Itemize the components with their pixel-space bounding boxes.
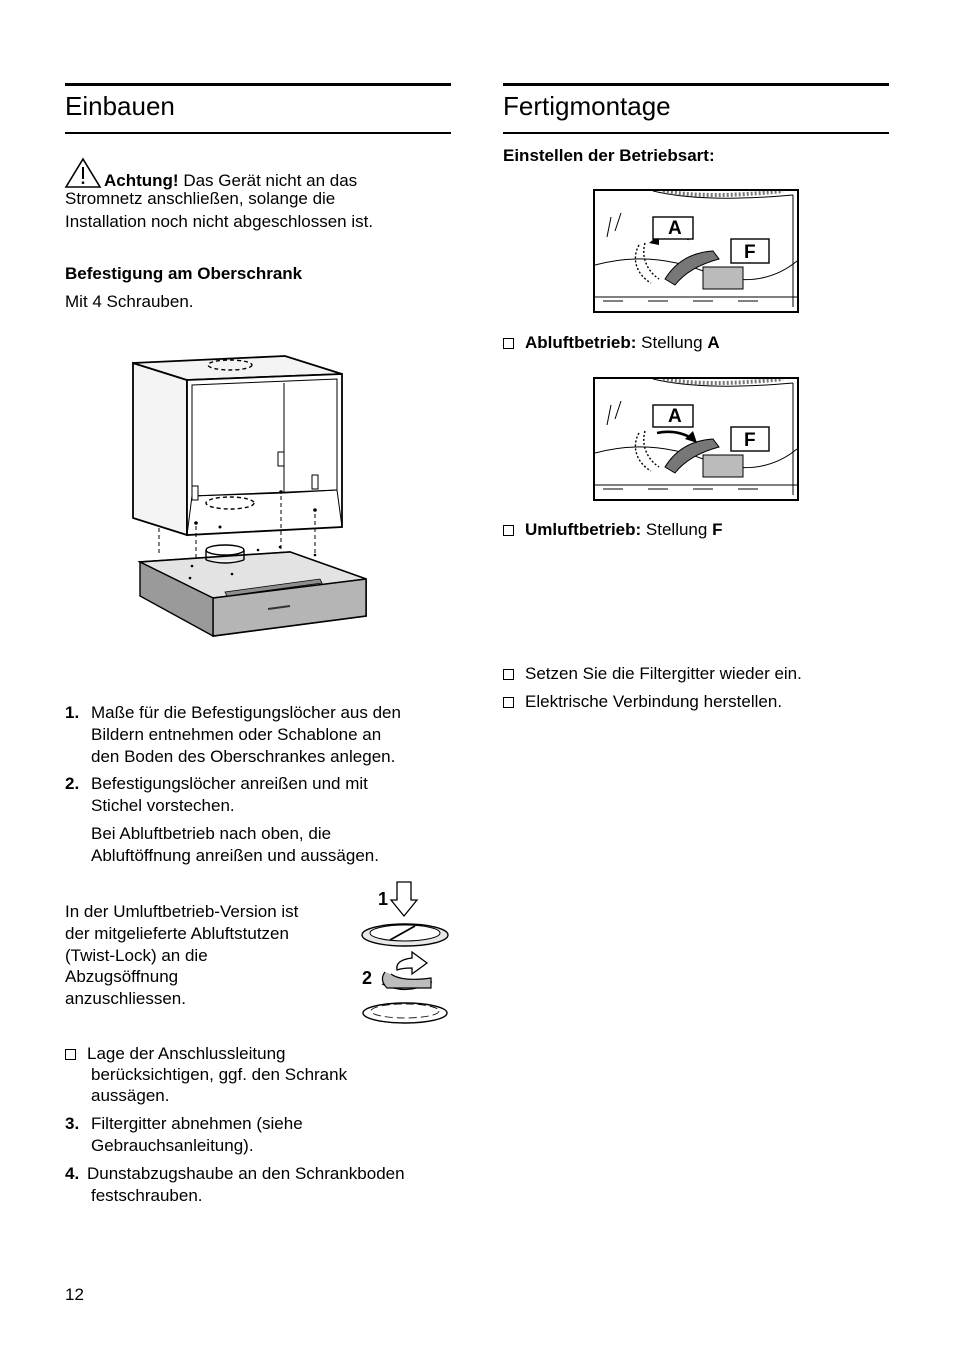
warning-line-3: Installation noch nicht abgeschlossen ist. <box>65 212 374 231</box>
section-heading-einbauen: Einbauen <box>65 91 175 121</box>
mode-diagram-abluft <box>593 189 799 313</box>
bullet-anschluss-line-1: Lage der Anschlussleitung <box>65 1043 285 1065</box>
heading-rule-bottom-left <box>65 132 451 134</box>
step-2-note-line-2: Abluftöffnung anreißen und aussägen. <box>91 846 379 865</box>
section-heading-fertigmontage: Fertigmontage <box>503 91 671 121</box>
checkbox-icon <box>65 1049 76 1060</box>
step-2-line-2: Stichel vorstechen. <box>91 796 235 815</box>
twist-text-line-4: Abzugsöffnung <box>65 967 179 986</box>
diagram-1-label-a: A <box>668 218 682 239</box>
twist-text-line-2: der mitgelieferte Abluftstutzen <box>65 924 289 943</box>
step-2-line-1: Befestigungslöcher anreißen und mit <box>91 774 368 793</box>
warning-label: Achtung! <box>104 171 179 190</box>
subheading-befestigung: Befestigung am Oberschrank <box>65 264 303 283</box>
warning-triangle-icon <box>65 158 101 188</box>
checkbox-icon <box>503 525 514 536</box>
diagram-2-label-a: A <box>668 406 682 427</box>
step-4-line-1: Dunstabzugshaube an den Schrankboden <box>87 1164 405 1183</box>
mode-diagram-umluft <box>593 377 799 501</box>
bullet-anschluss-line-3: aussägen. <box>91 1086 170 1105</box>
checkbox-icon <box>503 338 514 349</box>
subheading-betriebsart: Einstellen der Betriebsart: <box>503 146 715 165</box>
diagram-2-label-f: F <box>744 430 756 451</box>
warning-line-1: Achtung! Das Gerät nicht an das <box>104 171 358 190</box>
step-2-note-line-1: Bei Abluftbetrieb nach oben, die <box>91 824 332 843</box>
twist-text-line-3: (Twist-Lock) an die <box>65 946 208 965</box>
heading-rule-top-left <box>65 83 451 86</box>
twist-text-line-1: In der Umluftbetrieb-Version ist <box>65 902 299 921</box>
warning-line-2: Stromnetz anschließen, solange die <box>65 189 336 208</box>
step-number-3: 3. <box>65 1114 80 1133</box>
step-3-line-2: Gebrauchsanleitung). <box>91 1136 254 1155</box>
final-item-elektrisch: Elektrische Verbindung herstellen. <box>503 691 782 713</box>
option-abluft: Abluftbetrieb: Stellung A <box>503 332 720 354</box>
heading-rule-top-right <box>503 83 889 86</box>
option-umluft: Umluftbetrieb: Stellung F <box>503 519 722 541</box>
bullet-anschluss-line-2: berücksichtigen, ggf. den Schrank <box>91 1065 348 1084</box>
diagram-1-label-f: F <box>744 242 756 263</box>
step-number-4: 4. <box>65 1164 80 1183</box>
twist-step-label-1: 1 <box>378 889 389 909</box>
step-1-line-3: den Boden des Oberschrankes anlegen. <box>91 747 396 766</box>
cabinet-mounting-illustration <box>130 350 380 640</box>
page-number: 12 <box>65 1285 84 1304</box>
step-1-line-2: Bildern entnehmen oder Schablone an <box>91 725 382 744</box>
step-1-line-1: Maße für die Befestigungslöcher aus den <box>91 703 401 722</box>
final-item-filtergitter: Setzen Sie die Filtergitter wieder ein. <box>503 663 802 685</box>
step-number-2: 2. <box>65 774 80 793</box>
twist-text-line-5: anzuschliessen. <box>65 989 186 1008</box>
heading-rule-bottom-right <box>503 132 889 134</box>
step-3-line-1: Filtergitter abnehmen (siehe <box>91 1114 303 1133</box>
checkbox-icon <box>503 697 514 708</box>
twist-lock-illustration <box>357 878 457 1028</box>
step-4-line-2: festschrauben. <box>91 1186 203 1205</box>
intro-text: Mit 4 Schrauben. <box>65 292 194 311</box>
checkbox-icon <box>503 669 514 680</box>
step-number-1: 1. <box>65 703 80 722</box>
twist-step-label-2: 2 <box>362 968 373 988</box>
